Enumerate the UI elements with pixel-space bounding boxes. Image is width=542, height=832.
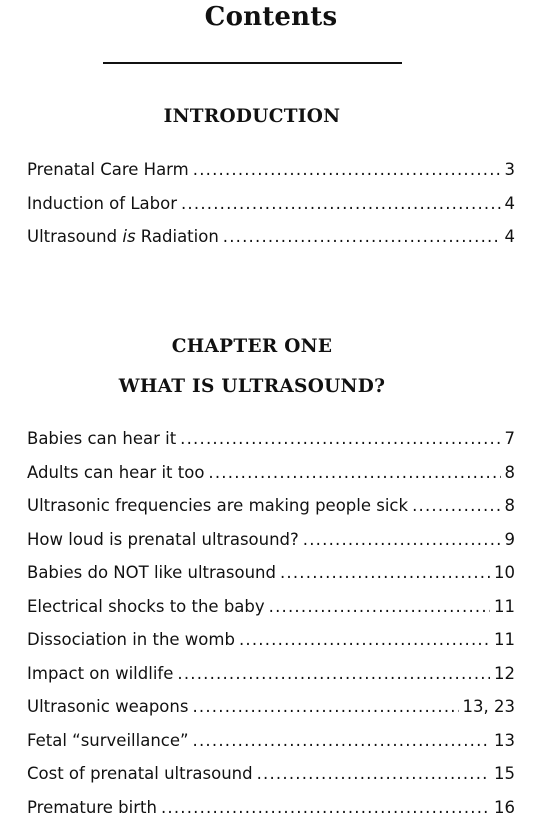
- toc-entry-title: Babies do NOT like ultrasound: [27, 563, 276, 582]
- dot-leader: [161, 797, 490, 819]
- dot-leader: [208, 462, 500, 484]
- toc-entry[interactable]: [27, 763, 515, 797]
- toc-entry-title: Adults can hear it too: [27, 462, 205, 482]
- toc-entry[interactable]: [27, 730, 515, 764]
- toc-entry[interactable]: [27, 462, 515, 496]
- toc-entry-page: 3: [504, 160, 515, 179]
- toc-entry[interactable]: [27, 629, 515, 663]
- toc-entry-page: 10: [494, 563, 515, 582]
- toc-entry-title: Ultrasonic weapons: [27, 697, 189, 716]
- title-underline: [103, 62, 402, 64]
- toc-entry-page: 4: [504, 193, 515, 213]
- chapter-one-heading: CHAPTER ONE: [171, 336, 333, 357]
- toc-entry-title: Ultrasonic frequencies are making people sick: [27, 496, 409, 515]
- toc-entry[interactable]: [27, 663, 515, 697]
- toc-entry-title: Cost of prenatal ultrasound: [27, 764, 253, 783]
- toc-entry-title: Dissociation in the womb: [27, 630, 235, 649]
- toc-entry-title: How loud is prenatal ultrasound?: [27, 529, 299, 549]
- chapter-one-subheading: WHAT IS ULTRASOUND?: [118, 376, 386, 397]
- toc-entry-title: Fetal “surveillance”: [27, 730, 189, 750]
- dot-leader: [193, 159, 501, 181]
- toc-entry-page: 12: [494, 663, 515, 683]
- toc-entry-page: 15: [494, 764, 515, 783]
- toc-entry-page: 7: [504, 429, 515, 448]
- toc-entry-title: Impact on wildlife: [27, 663, 174, 683]
- toc-entry[interactable]: [27, 696, 515, 730]
- dot-leader: [181, 193, 501, 215]
- toc-entry-page: 11: [494, 630, 515, 649]
- dot-leader: [192, 696, 458, 718]
- dot-leader: [180, 428, 500, 450]
- toc-entry[interactable]: [27, 226, 515, 260]
- toc-entry[interactable]: [27, 495, 515, 529]
- toc-entry-page: 4: [504, 227, 515, 246]
- toc-entry[interactable]: [27, 159, 515, 193]
- toc-entry-page: 8: [504, 496, 515, 515]
- toc-entry-title: Induction of Labor: [27, 193, 177, 213]
- toc-entry-title: Ultrasound is Radiation: [27, 227, 219, 246]
- toc-entry[interactable]: [27, 562, 515, 596]
- toc-entry-page: 13: [494, 730, 515, 750]
- toc-entry[interactable]: [27, 193, 515, 227]
- toc-entry-title: Electrical shocks to the baby: [27, 596, 265, 616]
- toc-entry-page: 16: [494, 797, 515, 817]
- toc-entry-page: 9: [504, 529, 515, 549]
- toc-entry[interactable]: [27, 529, 515, 563]
- chapter-one-toc: [27, 428, 515, 830]
- dot-leader: [412, 495, 500, 517]
- introduction-heading: INTRODUCTION: [163, 106, 341, 127]
- dot-leader: [269, 596, 490, 618]
- emphasis: is: [122, 227, 136, 246]
- toc-entry-title: Prenatal Care Harm: [27, 160, 189, 179]
- toc-entry[interactable]: [27, 428, 515, 462]
- toc-entry-title: Babies can hear it: [27, 429, 177, 448]
- dot-leader: [239, 629, 490, 651]
- introduction-toc: [27, 159, 515, 260]
- dot-leader: [177, 663, 490, 685]
- toc-entry-page: 8: [504, 462, 515, 482]
- dot-leader: [193, 730, 490, 752]
- toc-entry-page: 13, 23: [462, 697, 515, 716]
- dot-leader: [257, 763, 490, 785]
- toc-entry-page: 11: [494, 596, 515, 616]
- toc-entry[interactable]: [27, 596, 515, 630]
- page-title: Contents: [204, 2, 338, 32]
- toc-entry[interactable]: [27, 797, 515, 831]
- toc-entry-title: Premature birth: [27, 797, 157, 817]
- dot-leader: [303, 529, 501, 551]
- dot-leader: [280, 562, 490, 584]
- dot-leader: [223, 226, 501, 248]
